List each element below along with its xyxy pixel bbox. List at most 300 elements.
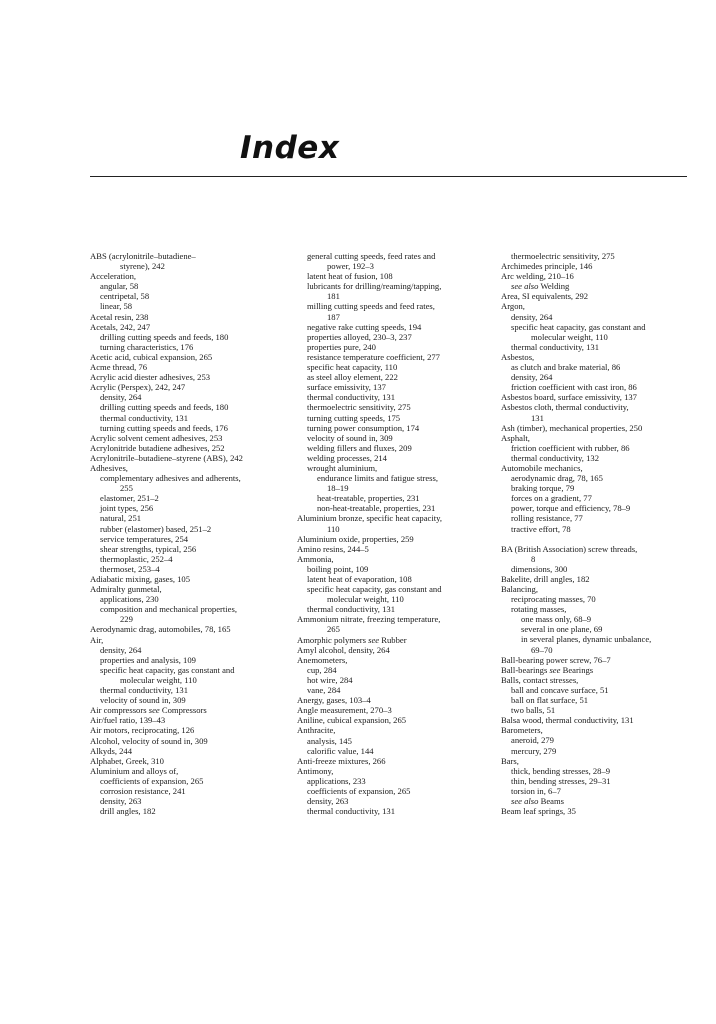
entry-text: Ammonium nitrate, freezing temperature, (297, 614, 441, 625)
index-entry (90, 665, 280, 675)
index-entry (90, 251, 280, 261)
entry-text: natural, 251 (100, 513, 142, 524)
entry-text: specific heat capacity, gas constant and (100, 664, 235, 675)
index-entry (501, 513, 691, 523)
entry-text: thermal conductivity, 131 (307, 604, 395, 615)
entry-text: turning cutting speeds, 175 (307, 412, 401, 423)
index-entry (90, 645, 280, 655)
entry-text: Acrylic acid diester adhesives, 253 (90, 372, 211, 383)
index-entry (297, 705, 489, 715)
entry-text: Ammonia, (297, 553, 334, 564)
entry-text: Alphabet, Greek, 310 (90, 755, 164, 766)
index-entry (297, 584, 489, 594)
entry-text: turning power consumption, 174 (307, 422, 420, 433)
entry-text: heat-treatable, properties, 231 (317, 493, 420, 504)
entry-text: in several planes, dynamic unbalance, (521, 634, 652, 645)
index-entry (90, 695, 280, 705)
index-entry (297, 453, 489, 463)
entry-text: drilling cutting speeds and feeds, 180 (100, 331, 229, 342)
index-entry (501, 423, 691, 433)
index-entry (501, 725, 691, 735)
entry-text: 229 (120, 614, 133, 625)
index-entry (297, 392, 489, 402)
index-entry (297, 614, 489, 624)
index-entry (501, 473, 691, 483)
entry-text: latent heat of fusion, 108 (307, 271, 393, 282)
entry-text: cup, 284 (307, 664, 337, 675)
index-entry (297, 766, 489, 776)
entry-text: Bakelite, drill angles, 182 (501, 573, 590, 584)
index-entry (297, 322, 489, 332)
entry-text: specific heat capacity, gas constant and (511, 321, 646, 332)
index-entry (297, 372, 489, 382)
entry-text: lubricants for drilling/reaming/tapping, (307, 281, 442, 292)
index-entry (501, 413, 691, 423)
entry-text: density, 263 (307, 796, 349, 807)
index-entry (297, 382, 489, 392)
index-entry (501, 564, 691, 574)
index-entry (501, 554, 691, 564)
entry-text: Air compressors (90, 705, 149, 716)
index-entry (297, 291, 489, 301)
index-entry (501, 624, 691, 634)
index-entry (90, 594, 280, 604)
entry-text: mercury, 279 (511, 745, 557, 756)
index-entry (90, 493, 280, 503)
index-entry (90, 796, 280, 806)
index-entry (297, 463, 489, 473)
entry-text: forces on a gradient, 77 (511, 493, 592, 504)
index-entry (90, 443, 280, 453)
index-entry (297, 402, 489, 412)
index-entry (297, 493, 489, 503)
entry-text: non-heat-treatable, properties, 231 (317, 503, 436, 514)
index-entry (90, 352, 280, 362)
entry-text: Anemometers, (297, 654, 348, 665)
entry-text: Ball-bearing power screw, 76–7 (501, 654, 611, 665)
index-entry (297, 574, 489, 584)
index-entry (501, 685, 691, 695)
index-entry (297, 261, 489, 271)
entry-text: 187 (327, 311, 340, 322)
entry-text: Anti-freeze mixtures, 266 (297, 755, 386, 766)
index-entry (90, 776, 280, 786)
index-entry (90, 392, 280, 402)
index-entry (501, 746, 691, 756)
entry-text: composition and mechanical properties, (100, 604, 237, 615)
index-entry (297, 685, 489, 695)
index-entry (90, 382, 280, 392)
index-entry (501, 776, 691, 786)
entry-text: Bars, (501, 755, 519, 766)
entry-text: Asbestos board, surface emissivity, 137 (501, 392, 637, 403)
index-entry (501, 634, 691, 644)
entry-target: Compressors (159, 705, 207, 716)
entry-text: joint types, 256 (100, 503, 154, 514)
entry-text: vane, 284 (307, 685, 341, 696)
index-entry (90, 756, 280, 766)
entry-see-reference: see (368, 634, 380, 645)
index-entry (297, 564, 489, 574)
entry-text: Asbestos cloth, thermal conductivity, (501, 402, 629, 413)
index-entry (297, 362, 489, 372)
entry-text: corrosion resistance, 241 (100, 785, 186, 796)
index-entry (297, 342, 489, 352)
index-entry (501, 796, 691, 806)
entry-text: Arc welding, 210–16 (501, 271, 574, 282)
entry-text: Angle measurement, 270–3 (297, 705, 392, 716)
entry-text: Beam leaf springs, 35 (501, 806, 576, 817)
index-entry (501, 503, 691, 513)
entry-text: Asbestos, (501, 351, 535, 362)
index-entry (501, 322, 691, 332)
entry-text: Air/fuel ratio, 139–43 (90, 715, 166, 726)
entry-text: rotating masses, (511, 604, 567, 615)
index-entry (90, 675, 280, 685)
index-entry (501, 261, 691, 271)
index-entry (90, 574, 280, 584)
index-entry (501, 665, 691, 675)
index-entry (297, 352, 489, 362)
index-entry (297, 725, 489, 735)
index-entry (297, 301, 489, 311)
index-entry (90, 725, 280, 735)
entry-text: reciprocating masses, 70 (511, 594, 596, 605)
entry-text: Adhesives, (90, 462, 128, 473)
index-entry (90, 291, 280, 301)
index-entry (501, 433, 691, 443)
entry-text: specific heat capacity, 110 (307, 362, 398, 373)
entry-text: Ball-bearings (501, 664, 550, 675)
entry-text: 18–19 (327, 483, 349, 494)
entry-text: rolling resistance, 77 (511, 513, 583, 524)
entry-text: Amino resins, 244–5 (297, 543, 369, 554)
index-entry (501, 312, 691, 322)
index-entry (90, 281, 280, 291)
entry-text: general cutting speeds, feed rates and (307, 251, 436, 261)
index-entry (501, 342, 691, 352)
index-entry (90, 372, 280, 382)
index-entry (501, 332, 691, 342)
index-entry (297, 776, 489, 786)
entry-text: applications, 230 (100, 594, 159, 605)
entry-text: Area, SI equivalents, 292 (501, 291, 589, 302)
entry-text: Alkyds, 244 (90, 745, 133, 756)
entry-text: thermoset, 253–4 (100, 563, 160, 574)
index-entry (90, 362, 280, 372)
entry-text: density, 264 (100, 392, 142, 403)
entry-text: turning characteristics, 176 (100, 341, 194, 352)
entry-text: applications, 233 (307, 775, 366, 786)
index-entry (297, 624, 489, 634)
entry-text: several in one plane, 69 (521, 624, 603, 635)
entry-text: 69–70 (531, 644, 553, 655)
entry-text: velocity of sound in, 309 (307, 432, 393, 443)
index-entry (90, 736, 280, 746)
entry-text: properties alloyed, 230–3, 237 (307, 331, 412, 342)
entry-text: friction coefficient with cast iron, 86 (511, 382, 637, 393)
index-entry (90, 624, 280, 634)
entry-text: friction coefficient with rubber, 86 (511, 442, 630, 453)
index-entry (501, 715, 691, 725)
index-entry (297, 635, 489, 645)
entry-text: tractive effort, 78 (511, 523, 571, 534)
entry-text: Anergy, gases, 103–4 (297, 695, 371, 706)
index-entry (90, 473, 280, 483)
entry-text: hot wire, 284 (307, 674, 353, 685)
index-column-1 (90, 251, 280, 816)
index-column-2 (297, 251, 489, 816)
entry-text: ball and concave surface, 51 (511, 684, 609, 695)
index-entry (90, 402, 280, 412)
entry-text: velocity of sound in, 309 (100, 695, 186, 706)
entry-text: torsion in, 6–7 (511, 785, 561, 796)
index-entry (297, 433, 489, 443)
entry-text: properties pure, 240 (307, 341, 376, 352)
index-entry (501, 806, 691, 816)
entry-text: thermal conductivity, 131 (100, 412, 188, 423)
entry-text: Air motors, reciprocating, 126 (90, 725, 195, 736)
entry-text: BA (British Association) screw threads, (501, 543, 638, 554)
index-entry (501, 382, 691, 392)
index-entry (90, 503, 280, 513)
index-entry (297, 695, 489, 705)
entry-text: coefficients of expansion, 265 (307, 785, 411, 796)
index-entry (501, 574, 691, 584)
index-entry (90, 806, 280, 816)
entry-target: Bearings (560, 664, 594, 675)
entry-text: Anthracite, (297, 725, 336, 736)
entry-text: wrought aluminium, (307, 462, 378, 473)
entry-text: Acetals, 242, 247 (90, 321, 151, 332)
index-entry (90, 715, 280, 725)
index-entry (501, 463, 691, 473)
index-entry (501, 483, 691, 493)
entry-text: 110 (327, 523, 340, 534)
index-entry (297, 503, 489, 513)
index-entry (90, 332, 280, 342)
entry-text: Acetic acid, cubical expansion, 265 (90, 351, 213, 362)
entry-text: Acrylonitrile–butadiene–styrene (ABS), 242 (90, 452, 243, 463)
index-entry (297, 544, 489, 554)
entry-text: linear, 58 (100, 301, 133, 312)
entry-text: density, 263 (100, 796, 142, 807)
index-entry (501, 392, 691, 402)
entry-text: density, 264 (511, 311, 553, 322)
index-entry (297, 645, 489, 655)
entry-text: drilling cutting speeds and feeds, 180 (100, 402, 229, 413)
index-entry (90, 604, 280, 614)
index-entry (501, 281, 691, 291)
entry-text: shear strengths, typical, 256 (100, 543, 197, 554)
index-column-3 (501, 251, 691, 816)
index-entry (501, 735, 691, 745)
index-entry (501, 675, 691, 685)
entry-text: elastomer, 251–2 (100, 493, 159, 504)
index-entry (501, 402, 691, 412)
index-entry (501, 705, 691, 715)
entry-text: welding processes, 214 (307, 452, 387, 463)
entry-text: latent heat of evaporation, 108 (307, 574, 412, 584)
index-entry (90, 786, 280, 796)
index-entry (501, 766, 691, 776)
entry-text: thermal conductivity, 131 (100, 685, 188, 696)
entry-see-reference: see (549, 664, 561, 675)
index-entry (297, 715, 489, 725)
index-entry (501, 352, 691, 362)
entry-text: as steel alloy element, 222 (307, 372, 398, 383)
entry-text: endurance limits and fatigue stress, (317, 473, 438, 484)
index-entry (501, 614, 691, 624)
index-entry (297, 524, 489, 534)
index-entry (501, 756, 691, 766)
entry-text: Aluminium bronze, specific heat capacity, (297, 513, 443, 524)
entry-text: thermal conductivity, 131 (307, 392, 395, 403)
entry-text: Air, (90, 634, 104, 645)
entry-text: two balls, 51 (511, 705, 556, 716)
index-entry (501, 271, 691, 281)
index-entry (501, 655, 691, 665)
index-entry (297, 281, 489, 291)
entry-text: rubber (elastomer) based, 251–2 (100, 523, 212, 534)
entry-see-reference: see also (511, 795, 539, 806)
entry-text: molecular weight, 110 (327, 594, 404, 605)
entry-text: Balsa wood, thermal conductivity, 131 (501, 715, 634, 726)
entry-text: thermal conductivity, 131 (511, 341, 599, 352)
index-entry (501, 372, 691, 382)
index-entry (501, 443, 691, 453)
entry-text: ABS (acrylonitrile–butadiene– (90, 251, 196, 261)
entry-text: negative rake cutting speeds, 194 (307, 321, 422, 332)
index-entry (297, 736, 489, 746)
index-entry (297, 413, 489, 423)
index-entry (501, 362, 691, 372)
index-entry (90, 423, 280, 433)
entry-spacer (501, 534, 691, 544)
entry-text: Barometers, (501, 725, 543, 736)
entry-text: braking torque, 79 (511, 483, 575, 494)
entry-see-reference: see also (511, 281, 539, 292)
index-entry (297, 746, 489, 756)
index-entry (501, 786, 691, 796)
index-entry (90, 564, 280, 574)
entry-text: Acme thread, 76 (90, 362, 148, 373)
index-entry (90, 705, 280, 715)
entry-text: Balls, contact stresses, (501, 674, 579, 685)
index-entry (501, 645, 691, 655)
entry-see-reference: see (148, 705, 160, 716)
entry-text: specific heat capacity, gas constant and (307, 584, 442, 595)
entry-text: Alcohol, velocity of sound in, 309 (90, 735, 208, 746)
index-entry (90, 483, 280, 493)
page-title: Index (240, 130, 340, 166)
entry-text: Acceleration, (90, 271, 137, 282)
entry-text: thick, bending stresses, 28–9 (511, 765, 611, 776)
index-entry (90, 261, 280, 271)
entry-text: Argon, (501, 301, 525, 312)
entry-text: thermal conductivity, 132 (511, 452, 599, 463)
entry-text: thin, bending stresses, 29–31 (511, 775, 611, 786)
entry-text: service temperatures, 254 (100, 533, 189, 544)
entry-text: as clutch and brake material, 86 (511, 362, 621, 373)
index-entry (90, 635, 280, 645)
entry-text: thermoplastic, 252–4 (100, 553, 173, 564)
entry-text: thermoelectric sensitivity, 275 (307, 402, 411, 413)
index-entry (501, 453, 691, 463)
index-entry (90, 513, 280, 523)
index-entry (90, 685, 280, 695)
index-entry (90, 584, 280, 594)
index-entry (90, 322, 280, 332)
entry-target: Rubber (379, 634, 407, 645)
entry-text: dimensions, 300 (511, 563, 568, 574)
entry-text: Acetal resin, 238 (90, 311, 149, 322)
index-entry (501, 584, 691, 594)
entry-text: Antimony, (297, 765, 334, 776)
index-entry (90, 554, 280, 564)
index-entry (297, 675, 489, 685)
index-entry (297, 806, 489, 816)
entry-text: Amorphic polymers (297, 634, 369, 645)
entry-text: molecular weight, 110 (531, 331, 608, 342)
index-entry (501, 695, 691, 705)
entry-text: coefficients of expansion, 265 (100, 775, 204, 786)
index-entry (501, 493, 691, 503)
entry-text: Adiabatic mixing, gases, 105 (90, 574, 191, 584)
index-entry (501, 604, 691, 614)
entry-text: drill angles, 182 (100, 806, 156, 817)
index-entry (90, 614, 280, 624)
entry-text: properties and analysis, 109 (100, 654, 196, 665)
index-entry (90, 433, 280, 443)
index-entry (297, 756, 489, 766)
index-entry (90, 312, 280, 322)
index-entry (297, 665, 489, 675)
entry-text: surface emissivity, 137 (307, 382, 386, 393)
entry-text: Aluminium oxide, properties, 259 (297, 533, 414, 544)
index-entry (297, 554, 489, 564)
entry-target: Welding (538, 281, 570, 292)
index-entry (501, 301, 691, 311)
entry-text: 255 (120, 483, 133, 494)
entry-text: one mass only, 68–9 (521, 614, 592, 625)
entry-text: angular, 58 (100, 281, 139, 292)
index-entry (501, 594, 691, 604)
entry-text: centripetal, 58 (100, 291, 150, 302)
entry-text: resistance temperature coefficient, 277 (307, 351, 440, 362)
entry-text: calorific value, 144 (307, 745, 374, 756)
entry-text: density, 264 (511, 372, 553, 383)
entry-text: power, 192–3 (327, 261, 374, 272)
index-entry (297, 534, 489, 544)
entry-text: ball on flat surface, 51 (511, 695, 589, 706)
entry-text: Aniline, cubical expansion, 265 (297, 715, 407, 726)
index-entry (297, 312, 489, 322)
index-entry (297, 443, 489, 453)
index-entry (297, 594, 489, 604)
index-entry (297, 483, 489, 493)
entry-text: 181 (327, 291, 340, 302)
entry-text: Admiralty gunmetal, (90, 584, 162, 595)
index-entry (90, 271, 280, 281)
entry-text: styrene), 242 (120, 261, 165, 272)
entry-text: milling cutting speeds and feed rates, (307, 301, 435, 312)
index-entry (90, 301, 280, 311)
index-entry (297, 796, 489, 806)
entry-text: complementary adhesives and adherents, (100, 473, 241, 484)
index-entry (297, 655, 489, 665)
entry-text: welding fillers and fluxes, 209 (307, 442, 412, 453)
